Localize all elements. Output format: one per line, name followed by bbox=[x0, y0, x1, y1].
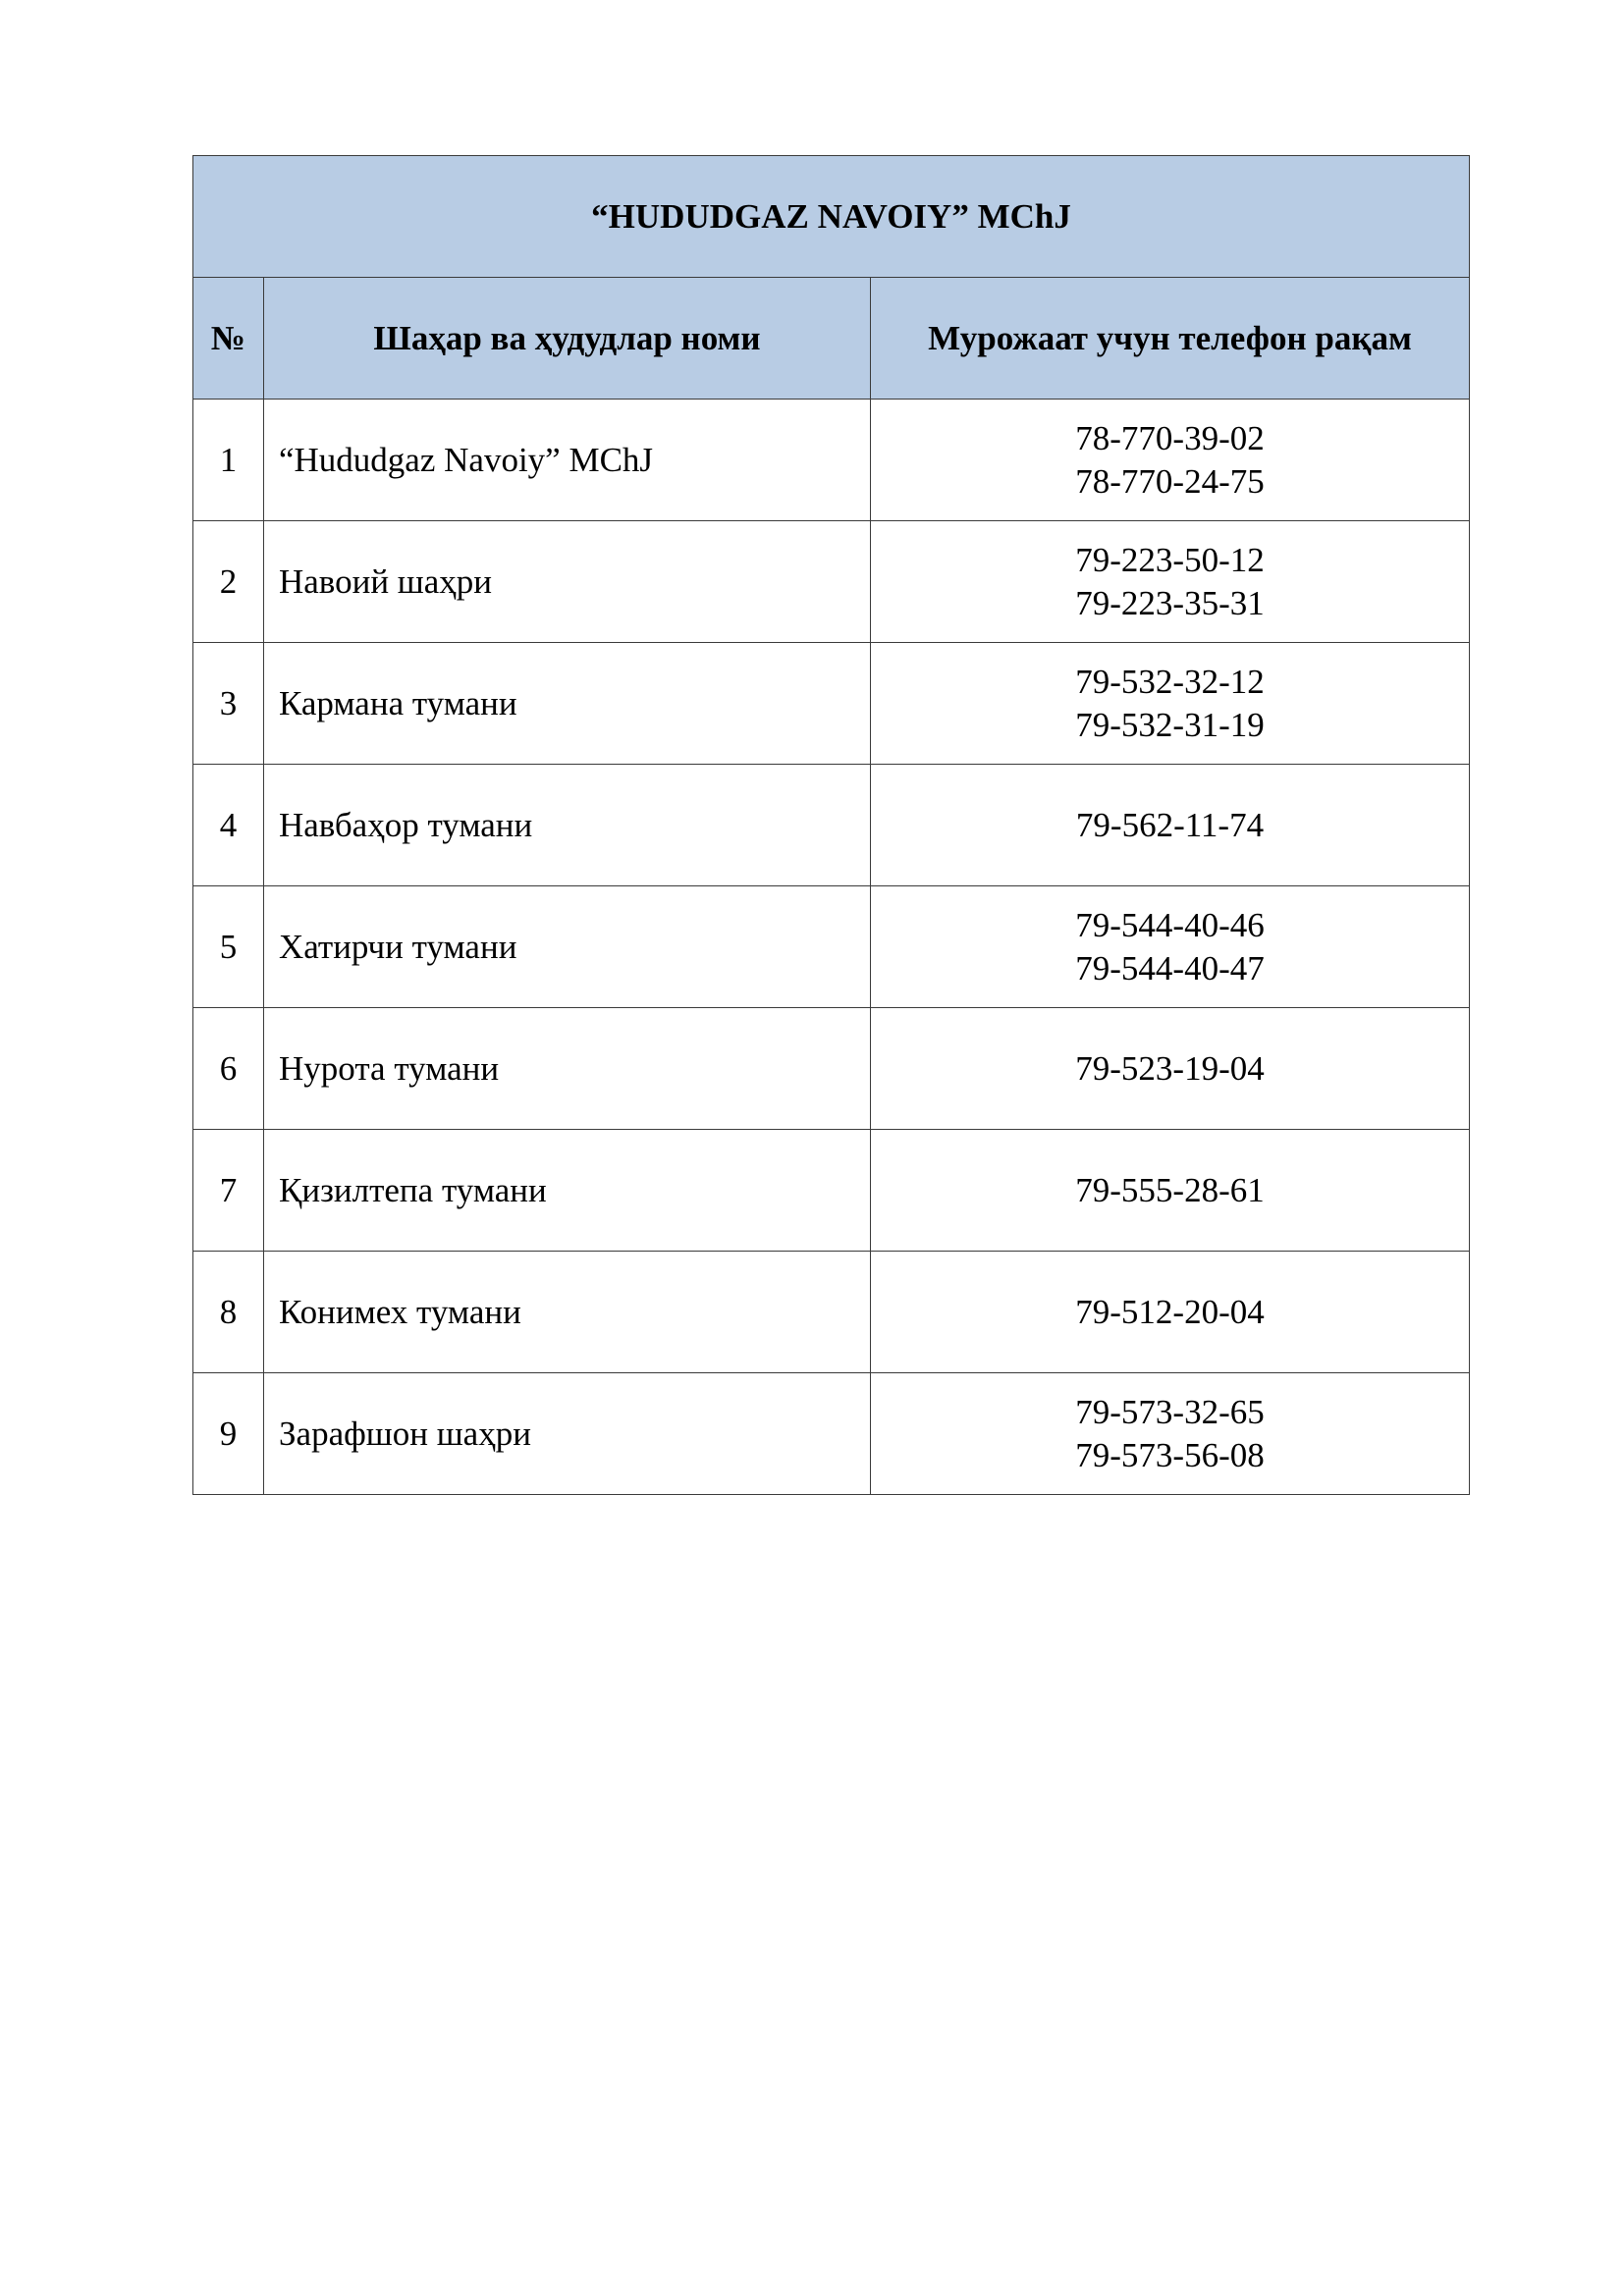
row-name: Навоий шаҳри bbox=[264, 521, 871, 643]
phone-number: 79-523-19-04 bbox=[1075, 1048, 1265, 1088]
table-row bbox=[193, 1252, 1470, 1373]
row-number: 3 bbox=[193, 643, 264, 765]
table-body bbox=[193, 400, 1470, 1495]
table-row bbox=[193, 643, 1470, 765]
table-title: “HUDUDGAZ NAVOIY” MChJ bbox=[193, 156, 1470, 278]
row-name: Қизилтепа тумани bbox=[264, 1130, 871, 1252]
phone-number: 79-532-32-12 bbox=[1075, 662, 1265, 701]
row-phones bbox=[871, 1130, 1470, 1252]
row-phones bbox=[871, 765, 1470, 886]
table-row bbox=[193, 1373, 1470, 1495]
header-row bbox=[193, 278, 1470, 400]
column-header-phone: Мурожаат учун телефон рақам bbox=[871, 278, 1470, 400]
title-row bbox=[193, 156, 1470, 278]
row-name: Хатирчи тумани bbox=[264, 886, 871, 1008]
phone-number: 78-770-39-02 bbox=[1075, 418, 1265, 457]
row-number: 5 bbox=[193, 886, 264, 1008]
phone-number: 79-573-56-08 bbox=[1075, 1435, 1265, 1474]
row-name: Зарафшон шаҳри bbox=[264, 1373, 871, 1495]
row-name: Конимех тумани bbox=[264, 1252, 871, 1373]
row-number: 4 bbox=[193, 765, 264, 886]
phone-number: 79-544-40-46 bbox=[1075, 905, 1265, 944]
row-number: 6 bbox=[193, 1008, 264, 1130]
table-row bbox=[193, 1008, 1470, 1130]
phone-number: 79-562-11-74 bbox=[1075, 805, 1265, 844]
phone-number: 79-512-20-04 bbox=[1075, 1292, 1265, 1331]
row-phones bbox=[871, 521, 1470, 643]
row-number: 7 bbox=[193, 1130, 264, 1252]
row-name: Навбаҳор тумани bbox=[264, 765, 871, 886]
column-header-name: Шаҳар ва ҳудудлар номи bbox=[264, 278, 871, 400]
table-row bbox=[193, 1130, 1470, 1252]
table-row bbox=[193, 765, 1470, 886]
row-name: Нурота тумани bbox=[264, 1008, 871, 1130]
row-number: 2 bbox=[193, 521, 264, 643]
phone-number: 79-223-50-12 bbox=[1075, 540, 1265, 579]
phone-number: 78-770-24-75 bbox=[1075, 461, 1265, 501]
row-phones bbox=[871, 1373, 1470, 1495]
phone-number: 79-573-32-65 bbox=[1075, 1392, 1265, 1431]
phone-number: 79-532-31-19 bbox=[1075, 705, 1265, 744]
row-number: 9 bbox=[193, 1373, 264, 1495]
column-header-number: № bbox=[193, 278, 264, 400]
row-number: 1 bbox=[193, 400, 264, 521]
row-phones bbox=[871, 1252, 1470, 1373]
table-row bbox=[193, 400, 1470, 521]
row-phones bbox=[871, 643, 1470, 765]
row-phones bbox=[871, 400, 1470, 521]
row-number: 8 bbox=[193, 1252, 264, 1373]
table-row bbox=[193, 886, 1470, 1008]
phone-number: 79-544-40-47 bbox=[1075, 948, 1265, 988]
row-phones bbox=[871, 1008, 1470, 1130]
row-name: Кармана тумани bbox=[264, 643, 871, 765]
row-phones bbox=[871, 886, 1470, 1008]
contacts-table bbox=[192, 155, 1470, 1495]
table-row bbox=[193, 521, 1470, 643]
row-name: “Hududgaz Navoiy” MChJ bbox=[264, 400, 871, 521]
phone-number: 79-223-35-31 bbox=[1075, 583, 1265, 622]
phone-number: 79-555-28-61 bbox=[1075, 1170, 1265, 1209]
